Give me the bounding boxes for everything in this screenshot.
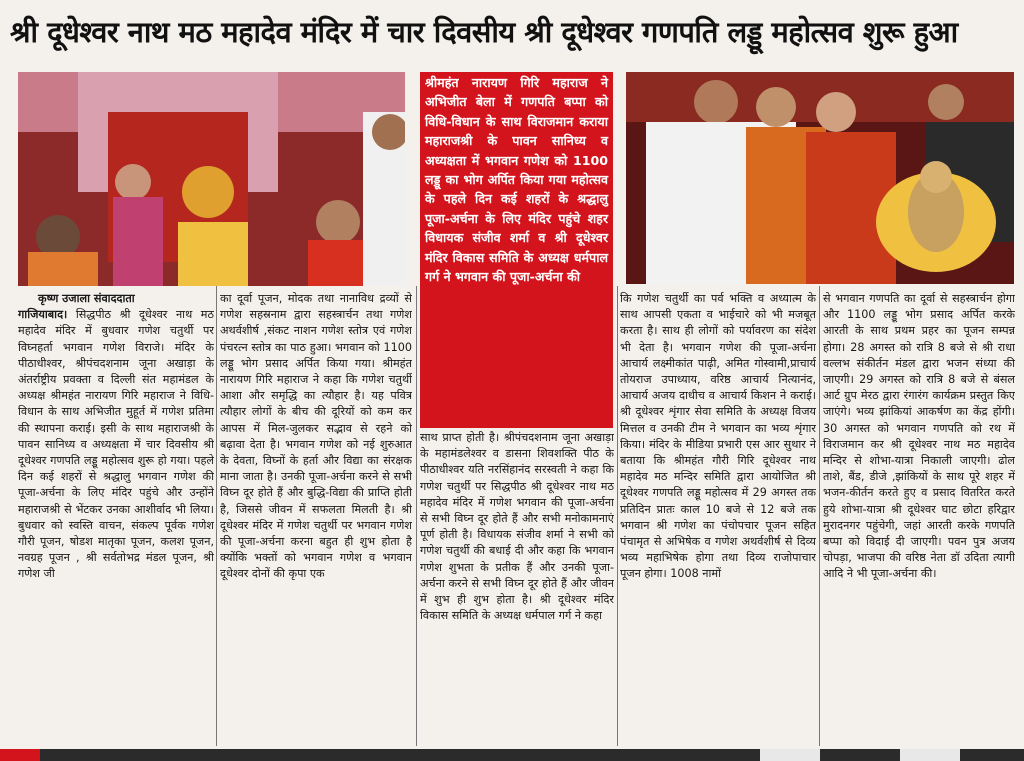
column-divider <box>617 286 618 746</box>
article-column-2: का दूर्वा पूजन, मोदक तथा नानाविध द्रव्यों से गणेश सहस्रनाम द्वारा सहस्त्रार्चन तथा गणेश अथर्वशीर्ष ,संकट नाशन गणेश स्तोत्र एवं गणेश पंचरत्न स्तोत्र का पाठ हुआ। भगवान को 1100 लड्डू भोग प्रसाद अर्पित किया गया। श्रीमहंत नारायण गिरि महाराज ने कहा कि गणेश चतुर्थी आशा और समृद्धि का त्यौहार है। यह पवित्र त्यौहार लोगों के बीच की दूरियों को कम कर आपस में मिल-जुलकर सद्भाव से रहने को बढ़ावा देता है। भगवान गणेश को नई शुरुआत के देवता, विघ्नों के हर्ता और विद्या का संरक्षक माना जाता है। उनकी पूजा-अर्चना करने से सभी विघ्न दूर होते हैं और बुद्धि-विद्या की प्राप्ति होती है, जिससे जीवन में सफलता मिलती है। श्री दूधेश्वर मंदिर में गणेश चतुर्थी पर भगवान गणेश की पूजा-अर्चना करना बहुत ही शुभ होता है क्योंकि भक्तों को भगवान गणेश व भगवान दूधेश्वर दोनों की कृपा एक <box>220 292 412 581</box>
page-footer-bar <box>0 749 1024 761</box>
article-column-1 <box>18 291 214 746</box>
highlight-box: श्रीमहंत नारायण गिरि महाराज ने अभिजीत बेला में गणपति बप्पा को विधि-विधान के साथ विराजमान कराया महाराजश्री के पावन सानिध्य व अध्यक्षता में भगवान गणेश को 1100 लड्डू का भोग अर्पित किया गया महोत्सव के पहले दिन कई शहरों के श्रद्धालु पूजा-अर्चना के लिए मंदिर पहुंचे शहर विधायक संजीव शर्मा व श्री दूधेश्वर मंदिर विकास समिति के अध्यक्ष धर्मपाल गर्ग ने भगवान की पूजा-अर्चना की <box>420 72 613 428</box>
headline: श्री दूधेश्वर नाथ मठ महादेव मंदिर में चार दिवसीय श्री दूधेश्वर गणपति लड्डू महोत्सव शुरू हुआ <box>10 15 958 49</box>
column-divider <box>216 286 217 746</box>
article-column-5: से भगवान गणपति का दूर्वा से सहस्त्रार्चन होगा और 1100 लड्डू भोग प्रसाद अर्पित करके आरती के साथ प्रथम प्रहर का पूजन सम्पन्न होगा। 28 अगस्त को रात्रि 8 बजे से श्री राधा वल्लभ संकीर्तन मंडल द्वारा भजन संध्या की जाएगी। 29 अगस्त को रात्रि 8 बजे से बंसल आर्ट ग्रुप मेरठ द्वारा रंगारंग कार्यक्रम प्रस्तुत किए जाएंगे। भव्य झांकियां आकर्षण का केंद्र होंगी। 30 अगस्त को भगवान गणपति को रथ में विराजमान कर श्री दूधेश्वर नाथ मठ महादेव मन्दिर से शोभा-यात्रा निकाली जाएगी। ढोल ताशे, बैंड, डीजे ,झांकियों के साथ पूरे शहर में भजन-कीर्तन करते हुए व प्रसाद वितरित करते हुये शोभा-यात्रा श्री दूधेश्वर घाट छोटा हरिद्वार मुरादनगर पहुंचेगी, जहां आरती करके गणपति बप्पा को विदाई दी जाएगी। पवन पुत्र अजय चोपड़ा, भाजपा की वरिष्ठ नेता डॉ उदिता त्यागी आदि ने भी पूजा-अर्चना की। <box>823 292 1015 581</box>
photo-puja-participants <box>626 72 1014 284</box>
column-divider <box>819 286 820 746</box>
column-divider <box>416 286 417 746</box>
dateline: गाजियाबाद। <box>18 308 68 322</box>
article-column-4: कि गणेश चतुर्थी का पर्व भक्ति व अध्यात्म के साथ आपसी एकता व भाईचारे को भी मजबूत करता है। साथ ही लोगों को पर्यावरण का संदेश भी देता है। भगवान गणेश की पूजा-अर्चना आचार्य लक्ष्मीकांत पाढ़ी, अमित गोस्वामी,प्राचार्य तोयराज उपाध्याय, वरिष्ठ आचार्य नित्यानंद, आचार्य अजय दाधीच व आचार्य किशन ने कराई। श्री दूधेश्वर शृंगार सेवा समिति के अध्यक्ष विजय मित्तल व उनकी टीम ने भगवान का भव्य शृंगार किया। मंदिर के मीडिया प्रभारी एस आर सुथार ने बताया कि श्रीमहंत गौरी गिरि दूधेश्वर नाथ महादेव मठ मन्दिर समिति द्वारा आयोजित श्री दूधेश्वर गणपति लड्डू महोत्सव में 29 अगस्त तक प्रतिदिन प्रातः काल 10 बजे से 12 बजे तक भगवान श्री गणेश का पंचोपचार पूजन सहित पंचामृत से अभिषेक व गणेश अथर्वशीर्ष से दिव्य भव्य महाभिषेक होगा तथा दिव्य राजोपाचार पूजन होगा। 1008 नामों <box>620 292 816 581</box>
article-column-3: साथ प्राप्त होती है। श्रीपंचदशनाम जूना अखाड़ा के महामंडलेश्वर व डासना शिवशक्ति पीठ के पीठाधीश्वर यति नरसिंहानंद सरस्वती ने कहा कि गणेश चतुर्थी पर सिद्धपीठ श्री दूधेश्वर नाथ मठ महादेव मंदिर में गणेश भगवान की पूजा-अर्चना से सभी विघ्न दूर होते हैं और सभी मनोकामनाएं पूर्ण होती है। विधायक संजीव शर्मा ने सभी को गणेश चतुर्थी की बधाई दी और कहा कि भगवान गणेश शुभता के प्रतीक हैं और उनकी पूजा-अर्चना करने से सभी विघ्न दूर होते हैं और जीवन में शुभ ही शुभ होता है। श्री दूधेश्वर मंदिर विकास समिति के अध्यक्ष धर्मपाल गर्ग ने कहा <box>420 431 614 623</box>
photo-ganesh-puja <box>18 72 405 286</box>
byline: कृष्ण उजाला संवाददाता <box>38 292 135 305</box>
column-text-1: सिद्धपीठ श्री दूधेश्वर नाथ मठ महादेव मंदिर में बुधवार गणेश चतुर्थी पर विघ्नहर्ता भगवान गणेश विराजे। मंदिर के पीठाधीश्वर, श्रीपंचदशनाम जूना अखाड़ा के अंतर्राष्ट्रीय प्रवक्ता व दिल्ली संत महामंडल के अध्यक्ष श्रीमहंत नारायण गिरि महाराज ने विधि-विधान के साथ अभिजीत मुहूर्त में गणेश प्रतिमा की स्थापना कराई। इसी के साथ महाराजश्री के पावन सानिध्य व अध्यक्षता में चार दिवसीय श्री दूधेश्वर गणपति लड्डू महोत्सव शुरू हो गया। पहले दिन कई शहरों से श्रद्धालु भगवान गणेश की पूजा-अर्चना के लिए मंदिर पहुंचे और उन्होंने महाराजश्री से भेंटकर उनका आशीर्वाद भी लिया। बुधवार को स्वस्ति वाचन, संकल्प पूर्वक गणेश गौरी पूजन, षोडश मातृका पूजन, कलश पूजन, नवग्रह पूजन , श्री सर्वतोभद्र मंडल पूजन, श्री गणेश जी <box>18 308 214 581</box>
